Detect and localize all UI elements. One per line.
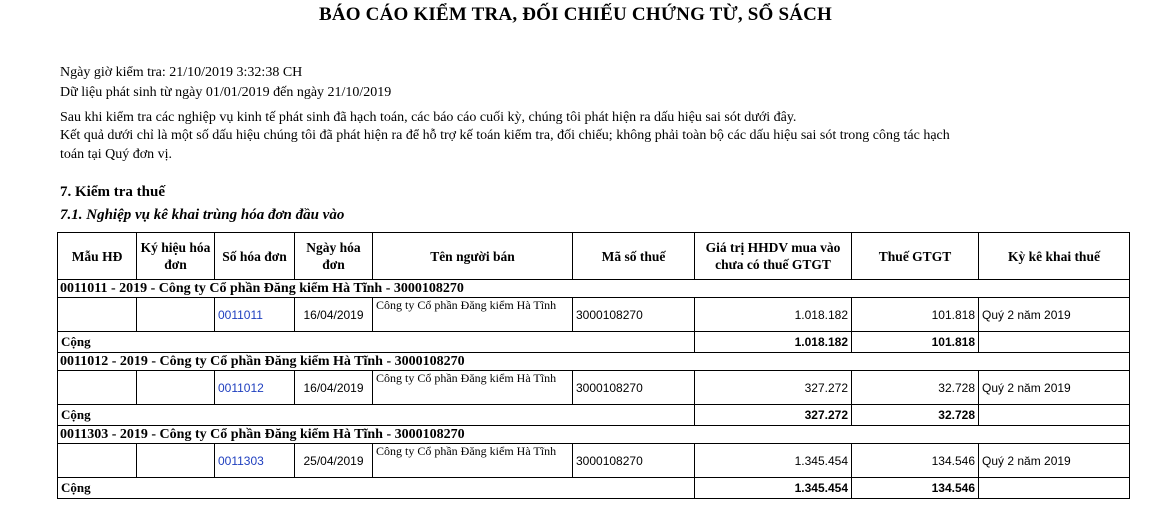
section-heading: 7. Kiểm tra thuế (60, 184, 165, 200)
cell-value: 327.272 (695, 371, 852, 405)
group-title: 0011011 - 2019 - Công ty Cổ phần Đăng kiểm Hà Tĩnh - 3000108270 (58, 280, 1130, 298)
group-title: 0011012 - 2019 - Công ty Cổ phần Đăng kiểm Hà Tĩnh - 3000108270 (58, 353, 1130, 371)
cell-value: 1.345.454 (695, 444, 852, 478)
total-label: Cộng (58, 332, 695, 353)
cell-period: Quý 2 năm 2019 (979, 444, 1130, 478)
duplicate-invoice-table (57, 232, 1130, 499)
cell-seller: Công ty Cổ phần Đăng kiểm Hà Tĩnh (373, 444, 573, 478)
header-tax-code: Mã số thuế (573, 233, 695, 280)
invoice-link[interactable]: 0011303 (215, 444, 295, 478)
invoice-link[interactable]: 0011011 (215, 298, 295, 332)
table-row (58, 371, 1130, 405)
cell-vat: 101.818 (852, 298, 979, 332)
cell-date: 16/04/2019 (295, 298, 373, 332)
invoice-link[interactable]: 0011012 (215, 371, 295, 405)
header-form: Mẫu HĐ (58, 233, 137, 280)
section-subheading: 7.1. Nghiệp vụ kê khai trùng hóa đơn đầu vào (60, 207, 345, 223)
cell-value: 1.018.182 (695, 298, 852, 332)
header-invoice-no: Số hóa đơn (215, 233, 295, 280)
cell-symbol (137, 371, 215, 405)
cell-form (58, 444, 137, 478)
total-period (979, 405, 1130, 426)
data-range: Dữ liệu phát sinh từ ngày 01/01/2019 đến ngày 21/10/2019 (60, 85, 392, 100)
header-value: Giá trị HHDV mua vào chưa có thuế GTGT (695, 233, 852, 280)
cell-form (58, 298, 137, 332)
total-vat: 32.728 (852, 405, 979, 426)
total-label: Cộng (58, 405, 695, 426)
total-period (979, 332, 1130, 353)
cell-period: Quý 2 năm 2019 (979, 371, 1130, 405)
cell-symbol (137, 298, 215, 332)
header-vat: Thuế GTGT (852, 233, 979, 280)
cell-tax-code: 3000108270 (573, 371, 695, 405)
group-row (58, 426, 1130, 444)
cell-seller: Công ty Cổ phần Đăng kiểm Hà Tĩnh (373, 298, 573, 332)
table-row (58, 298, 1130, 332)
intro-line-2: Kết quả dưới chỉ là một số dấu hiệu chúng tôi đã phát hiện ra để hỗ trợ kế toán kiểm tra, đối chiếu; không phải toàn bộ các dấu hiệu sai sót trong công tác hạch (60, 128, 950, 143)
total-row (58, 478, 1130, 499)
total-row (58, 405, 1130, 426)
header-period: Kỳ kê khai thuế (979, 233, 1130, 280)
group-row (58, 280, 1130, 298)
report-title: BÁO CÁO KIỂM TRA, ĐỐI CHIẾU CHỨNG TỪ, SỔ SÁCH (318, 4, 833, 25)
cell-date: 16/04/2019 (295, 371, 373, 405)
intro-line-3: toán tại Quý đơn vị. (60, 147, 172, 162)
cell-date: 25/04/2019 (295, 444, 373, 478)
total-vat: 134.546 (852, 478, 979, 499)
table-row (58, 444, 1130, 478)
total-period (979, 478, 1130, 499)
total-value: 1.345.454 (695, 478, 852, 499)
table-header-row (58, 233, 1130, 280)
group-title: 0011303 - 2019 - Công ty Cổ phần Đăng kiểm Hà Tĩnh - 3000108270 (58, 426, 1130, 444)
cell-tax-code: 3000108270 (573, 444, 695, 478)
total-value: 327.272 (695, 405, 852, 426)
total-row (58, 332, 1130, 353)
cell-seller: Công ty Cổ phần Đăng kiểm Hà Tĩnh (373, 371, 573, 405)
cell-vat: 32.728 (852, 371, 979, 405)
cell-form (58, 371, 137, 405)
total-label: Cộng (58, 478, 695, 499)
header-seller-name: Tên người bán (373, 233, 573, 280)
cell-tax-code: 3000108270 (573, 298, 695, 332)
total-vat: 101.818 (852, 332, 979, 353)
cell-vat: 134.546 (852, 444, 979, 478)
intro-line-1: Sau khi kiểm tra các nghiệp vụ kinh tế phát sinh đã hạch toán, các báo cáo cuối kỳ, chúng tôi phát hiện ra dấu hiệu sai sót dưới đây. (60, 110, 797, 125)
total-value: 1.018.182 (695, 332, 852, 353)
cell-period: Quý 2 năm 2019 (979, 298, 1130, 332)
group-row (58, 353, 1130, 371)
check-time: Ngày giờ kiểm tra: 21/10/2019 3:32:38 CH (60, 65, 303, 80)
cell-symbol (137, 444, 215, 478)
header-symbol: Ký hiệu hóa đơn (137, 233, 215, 280)
header-invoice-date: Ngày hóa đơn (295, 233, 373, 280)
